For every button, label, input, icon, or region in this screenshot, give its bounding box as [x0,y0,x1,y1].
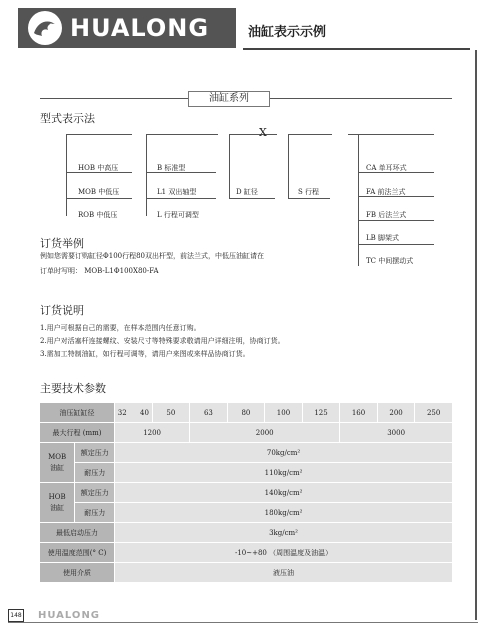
notation-item: B 标准型 [157,164,186,172]
order-example-line: 例如您需要订购缸径Φ100行程80双出杆型，前法兰式，中低压油缸请在 [40,252,265,260]
table-row [40,563,453,583]
notation-item: CA 单耳环式 [366,164,407,172]
mob-label: MOB 油缸 [40,443,75,483]
brand-name: HUALONG [70,14,210,42]
bore-value: 160 [340,403,378,423]
mob-rated-value: 70kg/cm² [115,443,453,463]
notation-item: S 行程 [298,188,320,196]
order-note-item: 2.用户对活塞杆连接螺纹、安装尺寸等特殊要求敬请用户详细注明，协商订货。 [40,337,285,345]
table-row [40,443,453,463]
notation-rule [66,134,132,135]
bore-value: 100 [265,403,303,423]
bracket-line [66,198,132,199]
bracket-line [66,134,67,216]
notation-title: 型式表示法 [40,112,95,125]
notation-item: D 缸径 [236,188,258,196]
proof-pressure-label: 耐压力 [75,463,115,483]
notation-item: ROB 中低压 [78,211,118,219]
page-title: 油缸表示示例 [248,25,327,40]
table-row [40,403,453,423]
hob-label: HOB 油缸 [40,483,75,523]
order-example-title: 订货举例 [40,237,84,250]
bracket-line [146,134,147,216]
table-row [40,543,453,563]
notation-rule [348,134,434,135]
bore-value: 200 [377,403,415,423]
stroke-value: 1200 [115,423,190,443]
page-number: 148 [8,609,24,622]
right-margin-rule [475,50,477,620]
bracket-line [358,134,359,266]
order-example-code: 订单时写明： MOB-L1Φ100X80-FA [40,267,159,275]
bracket-line [229,134,230,198]
table-cell-label: 油压缸缸径 [40,403,115,423]
bore-value: 63 [190,403,228,423]
bracket-line [229,198,275,199]
bore-value: 250 [415,403,453,423]
brand-logo [18,8,236,48]
stroke-value: 3000 [340,423,453,443]
notation-x-mark: X [259,126,267,139]
rated-pressure-label: 额定压力 [75,483,115,503]
medium-label: 使用介质 [40,563,115,583]
spec-table [39,402,453,583]
notation-item: LB 脚架式 [366,234,400,242]
min-start-value: 3kg/cm² [115,523,453,543]
notation-item: L1 双出轴型 [157,188,197,196]
table-cell [115,403,153,423]
page-header [18,8,470,48]
bracket-line [288,198,330,199]
notation-rule [288,134,332,135]
medium-value: 液压油 [115,563,453,583]
header-underline [243,48,470,50]
dragon-emblem-icon [28,11,62,45]
notation-item: MOB 中低压 [78,188,120,196]
temp-label: 使用温度范围(° C) [40,543,115,563]
notation-item: TC 中间摆动式 [366,257,414,265]
table-row [40,503,453,523]
footer-brand: HUALONG [38,610,101,621]
hob-proof-value: 180kg/cm² [115,503,453,523]
bracket-line [288,134,289,198]
spec-title: 主要技术参数 [40,382,106,395]
table-cell-label: 最大行程 (mm) [40,423,115,443]
bore-value: 40 [140,408,149,417]
table-row [40,483,453,503]
notation-rule [229,134,277,135]
hob-rated-value: 140kg/cm² [115,483,453,503]
notation-item: L 行程可调型 [157,211,199,219]
table-row [40,523,453,543]
notation-item: HOB 中高压 [78,164,119,172]
bore-value: 125 [302,403,340,423]
notation-item: FB 后法兰式 [366,211,407,219]
notation-item: FA 前法兰式 [366,188,406,196]
bracket-line [358,244,434,245]
bore-value: 50 [152,403,190,423]
order-notes-title: 订货说明 [40,304,84,317]
stroke-value: 2000 [190,423,340,443]
table-row [40,463,453,483]
mob-proof-value: 110kg/cm² [115,463,453,483]
rated-pressure-label: 额定压力 [75,443,115,463]
bracket-line [358,220,434,221]
bore-value: 32 [117,408,127,417]
min-start-label: 最低启动压力 [40,523,115,543]
temp-value: -10~+80 （周围温度及油温） [115,543,453,563]
bore-value: 80 [227,403,265,423]
order-note-item: 3.需加工特制油缸，如行程可调等，请用户来图或来样品协商订货。 [40,350,250,358]
order-note-item: 1.用户可根据自己的需要，在样本范围内任意订购。 [40,324,201,332]
bracket-line [146,198,216,199]
notation-rule [146,134,218,135]
table-row [40,423,453,443]
footer-rule [8,622,478,623]
section-banner: 油缸系列 [188,91,270,107]
proof-pressure-label: 耐压力 [75,503,115,523]
